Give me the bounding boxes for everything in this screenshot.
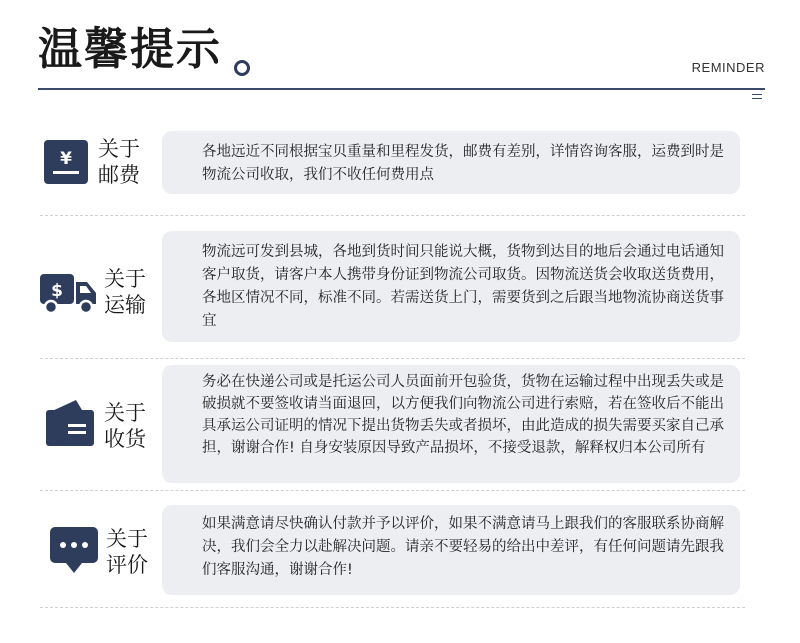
svg-text:¥: ¥ [60,149,72,169]
header-tick [752,94,762,95]
header-tick [752,98,762,99]
section-label-receiving: 关于 收货 [104,401,146,451]
svg-text:$: $ [51,281,63,301]
wallet-icon [46,398,94,450]
section-divider [40,358,745,359]
section-divider [40,607,745,608]
chat-bubble-icon [50,527,98,577]
postage-notice-text: 各地远近不同根据宝贝重量和里程发货，邮费有差别，详情咨询客服，运费到时是物流公司收取，我们不收任何费用点 [162,131,740,194]
shipping-notice-text: 物流远可发到县城，各地到货时间只能说大概，货物到达目的地后会通过电话通知客户取货，请客户本人携带身份证到物流公司取货。因物流送货会收取送货费用，各地区情况不同，标准不同。若需送货上门，需要货到之后跟当地物流协商送货事宜 [162,231,740,342]
section-label-postage: 关于 邮费 [98,137,140,187]
section-divider [40,215,745,216]
page-title: 温馨提示 [38,24,222,75]
section-label-shipping: 关于 运输 [104,267,146,317]
yen-receipt-icon [44,140,88,188]
section-divider [40,490,745,491]
delivery-truck-icon [40,272,98,318]
receiving-notice-text: 务必在快递公司或是托运公司人员面前开包验货，货物在运输过程中出现丢失或是破损就不要签收请当面退回，以方便我们向物流公司进行索赔，若在签收后不能出具承运公司证明的情况下提出货物丢失或者损坏，由此造成的损失需要买家自己承担，谢谢合作! 自身安装原因导致产品损坏，不接受退款，解释权归本公司所有 [162,365,740,483]
review-notice-text: 如果满意请尽快确认付款并予以评价，如果不满意请马上跟我们的客服联系协商解决，我们会全力以赴解决问题。请亲不要轻易的给出中差评，有任何问题请先跟我们客服沟通，谢谢合作! [162,505,740,595]
reminder-subtitle: REMINDER [691,60,765,75]
header-divider [38,88,765,90]
section-label-review: 关于 评价 [106,527,148,577]
title-dot-decoration [234,60,250,76]
